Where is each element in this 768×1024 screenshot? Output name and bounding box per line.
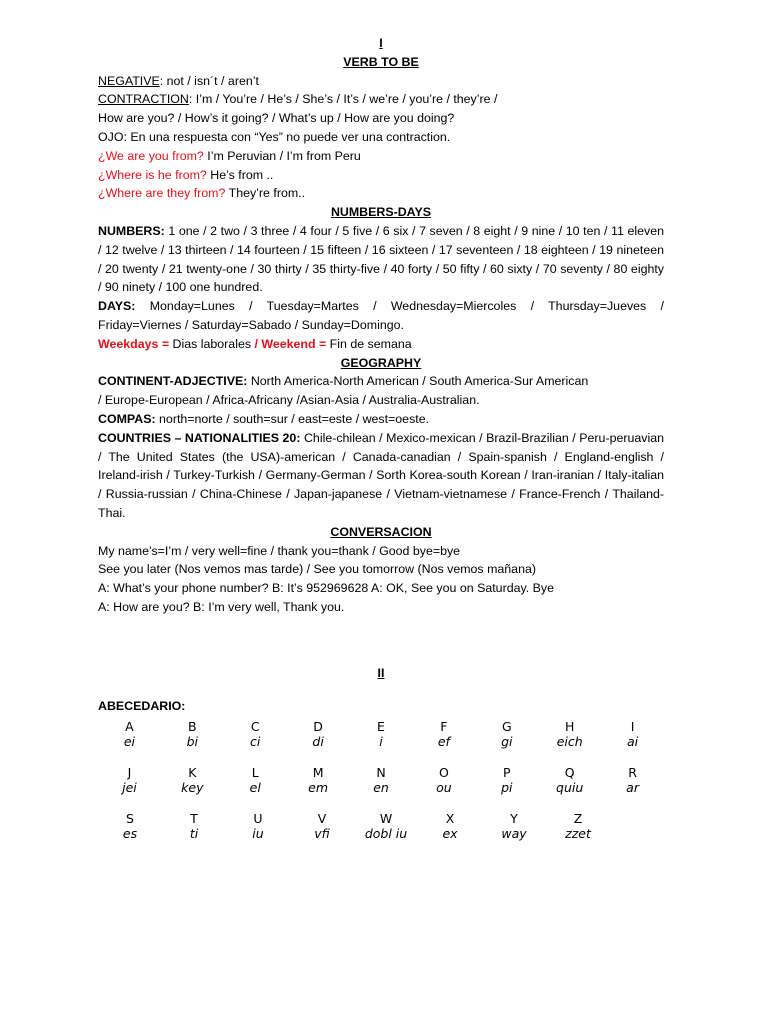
countries-paragraph (98, 429, 664, 523)
alphabet-pronunciation: em (308, 779, 329, 795)
conversacion-heading: CONVERSACION (330, 524, 432, 539)
alphabet-letter: X (445, 810, 455, 826)
alphabet-cell (538, 766, 601, 812)
compas-label: COMPAS: (98, 411, 156, 426)
countries-label: COUNTRIES – NATIONALITIES 20: (98, 430, 301, 445)
alphabet-letter: M (312, 764, 324, 780)
alphabet-letter: W (379, 810, 393, 826)
question-1-answer: I’m Peruvian / I’m from Peru (203, 148, 361, 163)
question-1-red: ¿We are you from? (98, 148, 204, 163)
numbers-days-heading: NUMBERS-DAYS (330, 205, 432, 220)
alphabet-cell (354, 812, 418, 858)
alphabet-letter: Y (510, 810, 518, 826)
alphabet-cell (224, 720, 287, 766)
alphabet-cell (287, 766, 350, 812)
weekdays-text: Dias laborales (169, 336, 255, 351)
continent-line-2: / Europe-European / Africa-Africany /Asian-Asia / Australia-Australian. (98, 393, 480, 408)
alphabet-cell (538, 720, 601, 766)
alphabet-letter: N (376, 764, 386, 780)
document-page (98, 34, 664, 841)
question-2-red: ¿Where is he from? (98, 167, 207, 182)
alphabet-pronunciation: key (181, 779, 204, 795)
alphabet-cell (161, 766, 224, 812)
ojo-line (98, 128, 664, 147)
alphabet-cell (287, 720, 350, 766)
alphabet-cell (98, 812, 162, 858)
days-paragraph (98, 297, 664, 335)
alphabet-pronunciation: eich (556, 733, 583, 749)
alphabet-pronunciation: en (373, 779, 389, 795)
days-label: DAYS: (98, 299, 136, 314)
alphabet-pronunciation: zzet (565, 825, 591, 841)
continent-label: CONTINENT-ADJECTIVE: (98, 374, 248, 389)
alphabet-cell (350, 766, 413, 812)
compas-line (98, 410, 664, 429)
countries-text: Chile-chilean / Mexico-mexican / Brazil-Brazilian / Peru-peruavian / The United States (the USA)-american / Canada-canadian / Spain-spanish / England-english / Ireland-irish / Turkey-Turkish / Germany-German / Sorth Korea-south Korean / Iran-iranian / Italy-italian / Russia-russian / China-Chinese / Japan-japanese / Vietnam-vietnamese / France-French / Thailand-Thai. (98, 430, 664, 520)
alphabet-letter: L (251, 764, 259, 780)
abecedario-label: ABECEDARIO: (98, 698, 186, 713)
alphabet-row (98, 812, 664, 858)
question-3-answer: They’re from.. (225, 186, 306, 201)
alphabet-cell (162, 812, 226, 858)
weekdays-line (98, 335, 664, 354)
alphabet-pronunciation: es (122, 825, 138, 841)
alphabet-letter: T (190, 810, 198, 826)
alphabet-pronunciation: ar (626, 779, 639, 795)
alphabet-letter: Q (564, 764, 575, 780)
alphabet-cell (546, 812, 610, 858)
alphabet-cell (601, 720, 664, 766)
question-3-red: ¿Where are they from? (98, 186, 226, 201)
alphabet-cell (161, 720, 224, 766)
alphabet-letter: V (317, 810, 327, 826)
alphabet-cell (350, 720, 413, 766)
weekdays-slash: / (254, 336, 258, 351)
alphabet-cell (226, 812, 290, 858)
negative-label: NEGATIVE (98, 73, 160, 88)
conversation-line-2: See you later (Nos vemos mas tarde) / See you tomorrow (Nos vemos mañana) (98, 562, 536, 577)
alphabet-cell (290, 812, 354, 858)
conversation-line-4: A: How are you? B: I’m very well, Thank you. (98, 599, 345, 614)
alphabet-cell (412, 720, 475, 766)
alphabet-row (98, 720, 664, 766)
conversation-line-3: A: What’s your phone number? B: It’s 952969628 A: OK, See you on Saturday. Bye (98, 581, 554, 596)
alphabet-pronunciation: ef (437, 733, 450, 749)
contraction-label: CONTRACTION (98, 92, 189, 107)
alphabet-cell (412, 766, 475, 812)
alphabet-cell (98, 720, 161, 766)
weekend-label: Weekend = (257, 336, 327, 351)
alphabet-letter: B (188, 718, 197, 734)
alphabet-letter: F (440, 718, 448, 734)
days-text: Monday=Lunes / Tuesday=Martes / Wednesday=Miercoles / Thursday=Jueves / Friday=Viernes / Saturday=Sabado / Sunday=Domingo. (98, 299, 664, 332)
negative-text: : not / isn´t / aren’t (159, 73, 259, 88)
alphabet-cell (475, 766, 538, 812)
alphabet-pronunciation: el (249, 779, 261, 795)
weekend-text: Fin de semana (326, 336, 412, 351)
alphabet-pronunciation: way (501, 825, 527, 841)
alphabet-pronunciation: ou (436, 779, 452, 795)
numbers-text: 1 one / 2 two / 3 three / 4 four / 5 five / 6 six / 7 seven / 8 eight / 9 nine / 10 ten / 11 eleven / 12 twelve / 13 thirteen / 14 fourteen / 15 fifteen / 16 sixteen / 17 seventeen / 18 eighteen / 19 nineteen / 20 twenty / 21 twenty-one / 30 thirty / 35 thirty-five / 40 forty / 50 fifty / 60 sixty / 70 seventy / 80 eighty / 90 ninety / 100 one hundred. (98, 223, 664, 295)
ojo-label: OJO (98, 129, 124, 144)
ojo-text: : En una respuesta con “Yes” no puede ver una contraction. (123, 129, 451, 144)
alphabet-pronunciation: pi (501, 779, 513, 795)
alphabet-row (98, 766, 664, 812)
conversation-line-1: My name’s=I’m / very well=fine / thank you=thank / Good bye=bye (98, 543, 461, 558)
continent-text: North America-North American / South America-Sur American (247, 374, 589, 389)
numbers-label: NUMBERS: (98, 223, 165, 238)
geography-heading: GEOGRAPHY (340, 355, 422, 370)
alphabet-pronunciation: iu (252, 825, 264, 841)
alphabet-pronunciation: vfi (314, 825, 330, 841)
alphabet-pronunciation: ci (250, 733, 261, 749)
weekdays-label: Weekdays = (98, 336, 170, 351)
alphabet-pronunciation: di (312, 733, 324, 749)
contraction-line (98, 90, 664, 109)
alphabet-letter: I (630, 718, 635, 734)
alphabet-grid (98, 720, 664, 858)
contraction-line-2: How are you? / How’s it going? / What’s up / How are you doing? (98, 111, 455, 126)
alphabet-cell (98, 766, 161, 812)
alphabet-pronunciation: i (379, 733, 383, 749)
alphabet-letter: A (125, 718, 134, 734)
alphabet-pronunciation: dobl iu (364, 825, 408, 841)
negative-line (98, 72, 664, 91)
section-number-1: I (379, 36, 383, 50)
verb-to-be-heading: VERB TO BE (343, 54, 419, 69)
alphabet-cell (475, 720, 538, 766)
alphabet-cell (418, 812, 482, 858)
alphabet-section (98, 664, 664, 858)
alphabet-letter: P (503, 764, 511, 780)
alphabet-pronunciation: ai (627, 733, 639, 749)
continent-line (98, 372, 664, 391)
question-2-answer: He’s from .. (206, 167, 274, 182)
section-number-2: II (377, 666, 385, 680)
alphabet-cell (601, 766, 664, 812)
alphabet-pronunciation: ti (189, 825, 199, 841)
alphabet-letter: U (253, 810, 263, 826)
alphabet-letter: E (377, 718, 385, 734)
alphabet-letter: H (564, 718, 575, 734)
alphabet-letter: S (126, 810, 134, 826)
alphabet-letter: G (501, 718, 512, 734)
alphabet-pronunciation: ei (123, 733, 136, 749)
compas-text: north=norte / south=sur / east=este / west=oeste. (155, 411, 430, 426)
alphabet-letter: K (188, 764, 197, 780)
alphabet-letter: Z (573, 810, 583, 826)
alphabet-pronunciation: bi (186, 733, 199, 749)
question-line-1 (98, 147, 664, 166)
numbers-paragraph (98, 222, 664, 297)
question-line-3 (98, 184, 664, 203)
alphabet-letter: R (628, 764, 637, 780)
alphabet-letter: C (250, 718, 260, 734)
alphabet-cell (224, 766, 287, 812)
alphabet-pronunciation: ex (442, 825, 458, 841)
alphabet-cell (482, 812, 546, 858)
question-line-2 (98, 166, 664, 185)
contraction-text: : I’m / You’re / He’s / She’s / It’s / we’re / you’re / they’re / (188, 92, 498, 107)
alphabet-letter: O (438, 764, 449, 780)
alphabet-letter: J (127, 764, 132, 780)
alphabet-pronunciation: gi (501, 733, 513, 749)
alphabet-pronunciation: quiu (556, 779, 584, 795)
alphabet-letter: D (313, 718, 323, 734)
alphabet-pronunciation: jei (122, 779, 137, 795)
